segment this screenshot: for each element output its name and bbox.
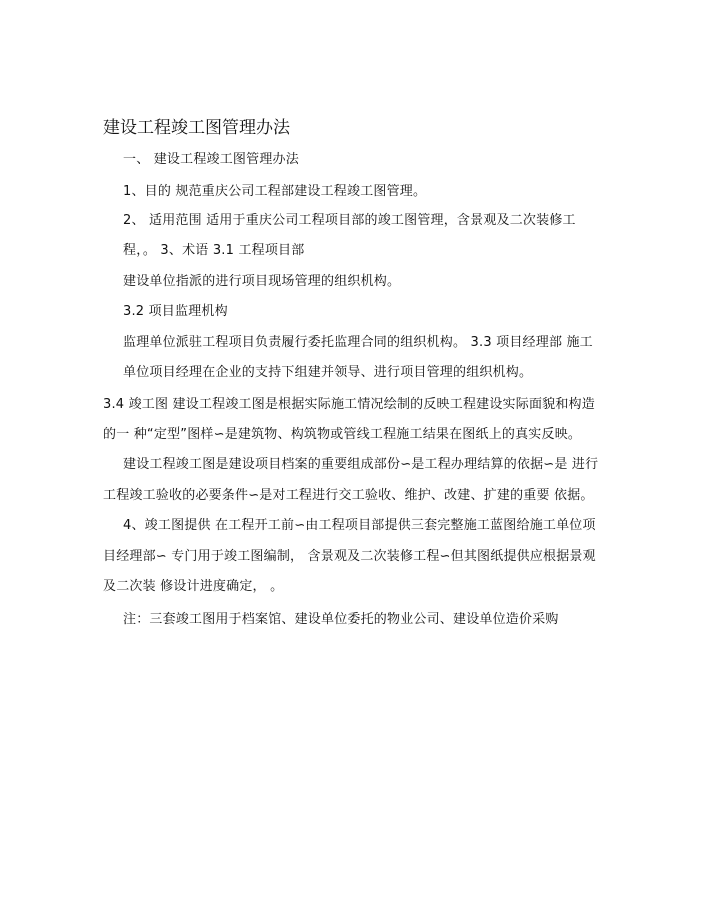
paragraph-line: 建设单位指派的进行项目现场管理的组织机构。 — [123, 274, 401, 289]
document-title: 建设工程竣工图管理办法 — [103, 118, 290, 138]
paragraph-line: 2、 适用范围 适用于重庆公司工程项目部的竣工图管理，含景观及二次装修工 — [123, 213, 576, 228]
note-line: 注：三套竣工图用于档案馆、建设单位委托的物业公司、建设单位造价采购 — [123, 612, 559, 627]
paragraph-line: 3.4 竣工图 建设工程竣工图是根据实际施工情况绘制的反映工程建设实际面貌和构造 — [103, 397, 595, 412]
paragraph-line: 监理单位派驻工程项目负责履行委托监理合同的组织机构。 3.3 项目经理部 施工 — [123, 335, 593, 350]
paragraph-line: 单位项目经理在企业的支持下组建并领导、进行项目管理的组织机构。 — [123, 365, 533, 380]
paragraph-line: 3.2 项目监理机构 — [123, 304, 228, 319]
paragraph-line: 4、竣工图提供 在工程开工前∽由工程项目部提供三套完整施工蓝图给施工单位项 — [123, 518, 596, 533]
paragraph-line: 工程竣工验收的必要条件∽是对工程进行交工验收、维护、改建、扩建的重要 依据。 — [103, 488, 594, 503]
paragraph-line: 1、目的 规范重庆公司工程部建设工程竣工图管理。 — [123, 184, 427, 199]
section-heading: 一、 建设工程竣工图管理办法 — [123, 152, 299, 167]
paragraph-line: 的一 种“定型”图样∽是建筑物、构筑物或管线工程施工结果在图纸上的真实反映。 — [103, 427, 582, 442]
paragraph-line: 建设工程竣工图是建设项目档案的重要组成部份∽是工程办理结算的依据∽是 进行 — [123, 457, 599, 472]
paragraph-line: 及二次装 修设计进度确定， 。 — [103, 579, 284, 594]
paragraph-line: 目经理部∽ 专门用于竣工图编制， 含景观及二次装修工程∽但其图纸提供应根据景观 — [103, 549, 596, 564]
paragraph-line: 程，。 3、术语 3.1 工程项目部 — [123, 243, 305, 258]
